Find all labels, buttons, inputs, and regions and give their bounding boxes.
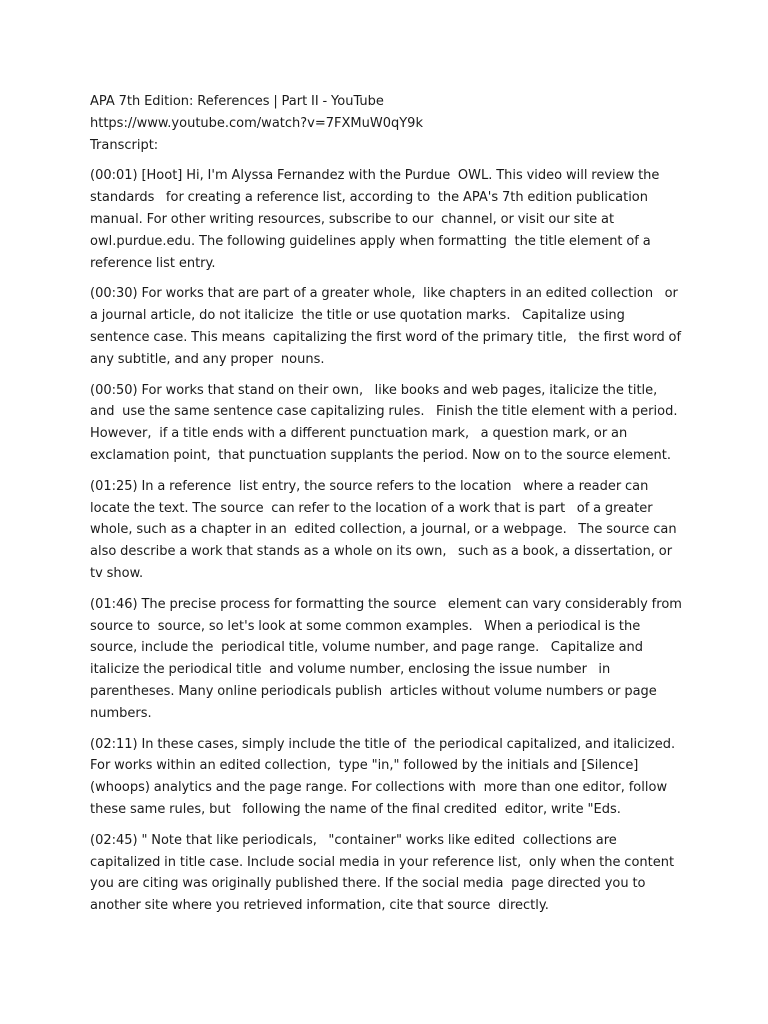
transcript-paragraph: (00:50) For works that stand on their own, like books and web pages, italicize the title, and use the same sentence case capitalizing rules. Finish the title element with a period. However, if a title ends with a different punctuation mark, a question mark, or an exclamation point, that punctuation supplants the period. Now on to the source element.	[90, 382, 682, 463]
document-title: APA 7th Edition: References | Part II - YouTube	[90, 94, 384, 109]
transcript-paragraph: (01:46) The precise process for formatting the source element can vary considerably from source to source, so let's look at some common examples. When a periodical is the source, include the periodical title, volume number, and page range. Capitalize and italicize the periodical title and volume number, enclosing the issue number in parentheses. Many online periodicals publish articles without volume numbers or page numbers.	[90, 596, 686, 721]
document-body	[90, 91, 686, 917]
transcript-paragraph: (01:25) In a reference list entry, the source refers to the location where a reader can locate the text. The source can refer to the location of a work that is part of a greater whole, such as a chapter in an edited collection, a journal, or a webpage. The source can also describe a work that stands as a whole on its own, such as a book, a dissertation, or tv show.	[90, 478, 681, 581]
video-url: https://www.youtube.com/watch?v=7FXMuW0qY9k	[90, 115, 423, 131]
transcript-paragraph: (00:30) For works that are part of a greater whole, like chapters in an edited collection or a journal article, do not italicize the title or use quotation marks. Capitalize using sentence case. This means capitalizing the first word of the primary title, the first word of any subtitle, and any proper nouns.	[90, 286, 685, 367]
transcript-paragraph: (00:01) [Hoot] Hi, I'm Alyssa Fernandez with the Purdue OWL. This video will review the standards for creating a reference list, according to the APA's 7th edition publication manual. For other writing resources, subscribe to our channel, or visit our site at owl.purdue.edu. The following guidelines apply when formatting the title element of a reference list entry.	[90, 168, 664, 271]
transcript-paragraph: (02:45) " Note that like periodicals, "container" works like edited collections are capitalized in title case. Include social media in your reference list, only when the content you are citing was originally published there. If the social media page directed you to another site where you retrieved information, cite that source directly.	[90, 832, 678, 914]
transcript-label: Transcript:	[90, 137, 159, 153]
transcript-paragraph: (02:11) In these cases, simply include the title of the periodical capitalized, and italicized. For works within an edited collection, type "in," followed by the initials and [Silence] (whoops) analytics and the page range. For collections with more than one editor, follow these same rules, but following the name of the final credited editor, write "Eds.	[90, 736, 679, 817]
